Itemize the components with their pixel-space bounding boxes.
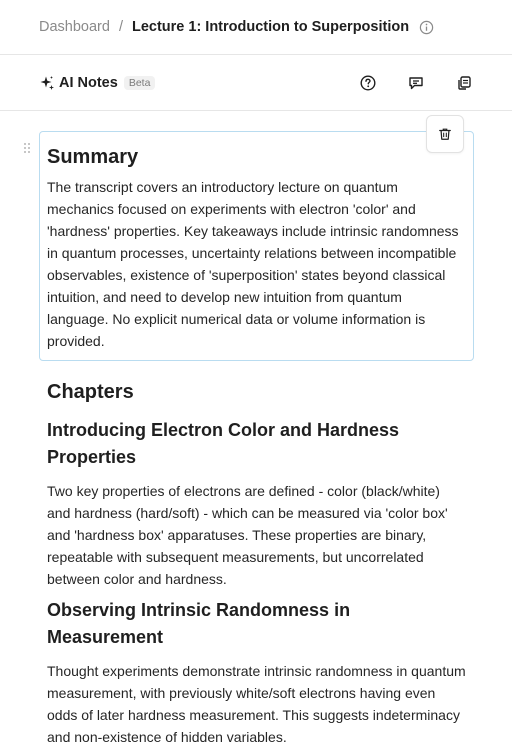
trash-icon — [438, 127, 452, 141]
help-icon[interactable] — [357, 72, 379, 94]
notes-toolbar — [0, 55, 512, 111]
chapters-heading: Chapters — [47, 381, 134, 403]
breadcrumb — [0, 0, 512, 55]
notes-title-label: AI Notes — [59, 74, 118, 91]
chapter-text: Two key properties of electrons are defined - color (black/white) and hardness (hard/soft) - which can be measured via 'color box' and 'hardness box' apparatuses. These properties are binary, repeatable with subsequent measurements, but uncorrelated between color and hardness. — [47, 483, 448, 587]
chapter-text: Thought experiments demonstrate intrinsic randomness in quantum measurement, with previously white/soft electrons having even odds of later hardness measurement. This suggests indeterminacy and non-existence of hidden variables. — [47, 663, 466, 745]
breadcrumb-dashboard-link[interactable]: Dashboard — [39, 19, 110, 35]
chapter-item[interactable] — [47, 597, 467, 748]
beta-badge: Beta — [124, 76, 156, 90]
copy-icon[interactable] — [453, 72, 475, 94]
info-icon[interactable] — [419, 20, 434, 35]
breadcrumb-current-page: Lecture 1: Introduction to Superposition — [131, 19, 410, 35]
summary-block[interactable] — [39, 131, 474, 361]
summary-text: The transcript covers an introductory lecture on quantum mechanics focused on experiments with electron 'color' and 'hardness' properties. Key takeaways include intrinsic randomness in quantum processes, uncertainty relations between incompatible observables, existence of 'superposition' states beyond classical intuition, and need to develop new intuition from quantum language. No explicit numerical data or volume information is provided. — [47, 179, 459, 349]
chapter-item[interactable] — [47, 417, 467, 590]
sparkle-icon — [39, 75, 55, 91]
chapters-section — [47, 379, 467, 755]
chapter-title: Observing Intrinsic Randomness in Measurement — [47, 600, 351, 647]
chapter-title: Introducing Electron Color and Hardness Properties — [47, 420, 400, 467]
drag-handle-icon[interactable] — [22, 141, 32, 155]
edit-notes-icon[interactable] — [405, 72, 427, 94]
summary-heading: Summary — [47, 146, 139, 168]
delete-block-button[interactable] — [426, 115, 464, 153]
breadcrumb-separator: / — [118, 19, 123, 35]
notes-title — [39, 75, 155, 91]
